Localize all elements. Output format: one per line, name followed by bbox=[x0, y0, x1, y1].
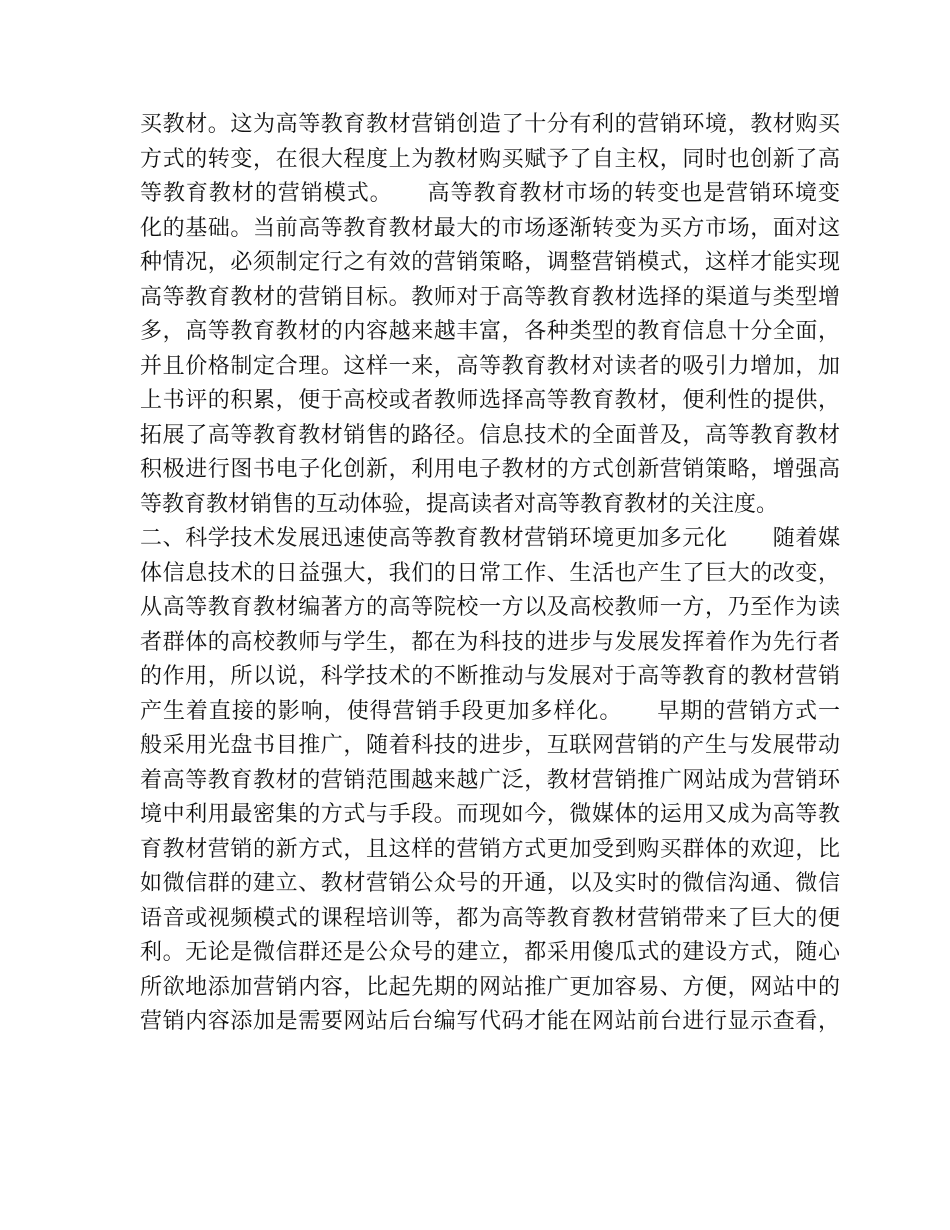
text-line: 如微信群的建立、教材营销公众号的开通，以及实时的微信沟通、微信 bbox=[140, 871, 840, 896]
text-line: 二、科学技术发展迅速使高等教育教材营销环境更加多元化 随着媒 bbox=[140, 526, 840, 551]
text-line: 境中利用最密集的方式与手段。而现如今，微媒体的运用又成为高等教 bbox=[140, 802, 840, 827]
text-line: 从高等教育教材编著方的高等院校一方以及高校教师一方，乃至作为读 bbox=[140, 595, 840, 620]
text-line: 种情况，必须制定行之有效的营销策略，调整营销模式，这样才能实现 bbox=[140, 250, 840, 275]
text-line: 育教材营销的新方式，且这样的营销方式更加受到购买群体的欢迎，比 bbox=[140, 836, 840, 862]
text-line: 者群体的高校教师与学生，都在为科技的进步与发展发挥着作为先行者 bbox=[140, 629, 840, 655]
text-line: 营销内容添加是需要网站后台编写代码才能在网站前台进行显示查看， bbox=[140, 1009, 840, 1034]
text-line: 等教育教材的营销模式。 高等教育教材市场的转变也是营销环境变 bbox=[140, 181, 840, 206]
text-line: 买教材。这为高等教育教材营销创造了十分有利的营销环境，教材购买 bbox=[140, 112, 840, 137]
text-line: 体信息技术的日益强大，我们的日常工作、生活也产生了巨大的改变， bbox=[140, 560, 840, 586]
text-line: 着高等教育教材的营销范围越来越广泛，教材营销推广网站成为营销环 bbox=[140, 767, 840, 793]
text-line: 化的基础。当前高等教育教材最大的市场逐渐转变为买方市场，面对这 bbox=[140, 215, 840, 241]
text-line: 等教育教材销售的互动体验，提高读者对高等教育教材的关注度。 bbox=[140, 491, 779, 517]
text-line: 方式的转变，在很大程度上为教材购买赋予了自主权，同时也创新了高 bbox=[140, 146, 840, 172]
text-line: 并且价格制定合理。这样一来，高等教育教材对读者的吸引力增加，加 bbox=[140, 353, 840, 379]
text-line: 产生着直接的影响，使得营销手段更加多样化。 早期的营销方式一 bbox=[140, 698, 840, 724]
text-line: 的作用，所以说，科学技术的不断推动与发展对于高等教育的教材营销 bbox=[140, 664, 840, 689]
text-line: 所欲地添加营销内容，比起先期的网站推广更加容易、方便，网站中的 bbox=[140, 974, 840, 1000]
text-line: 多，高等教育教材的内容越来越丰富，各种类型的教育信息十分全面， bbox=[140, 319, 840, 344]
text-line: 语音或视频模式的课程培训等，都为高等教育教材营销带来了巨大的便 bbox=[140, 905, 840, 931]
text-line: 积极进行图书电子化创新，利用电子教材的方式创新营销策略，增强高 bbox=[140, 457, 840, 482]
text-line: 高等教育教材的营销目标。教师对于高等教育教材选择的渠道与类型增 bbox=[140, 284, 840, 310]
text-line: 拓展了高等教育教材销售的路径。信息技术的全面普及，高等教育教材 bbox=[140, 422, 840, 448]
text-line: 上书评的积累，便于高校或者教师选择高等教育教材，便利性的提供， bbox=[140, 388, 840, 413]
body-text bbox=[140, 108, 840, 1040]
text-line: 利。无论是微信群还是公众号的建立，都采用傻瓜式的建设方式，随心 bbox=[140, 940, 840, 965]
text-line: 般采用光盘书目推广，随着科技的进步，互联网营销的产生与发展带动 bbox=[140, 733, 840, 758]
